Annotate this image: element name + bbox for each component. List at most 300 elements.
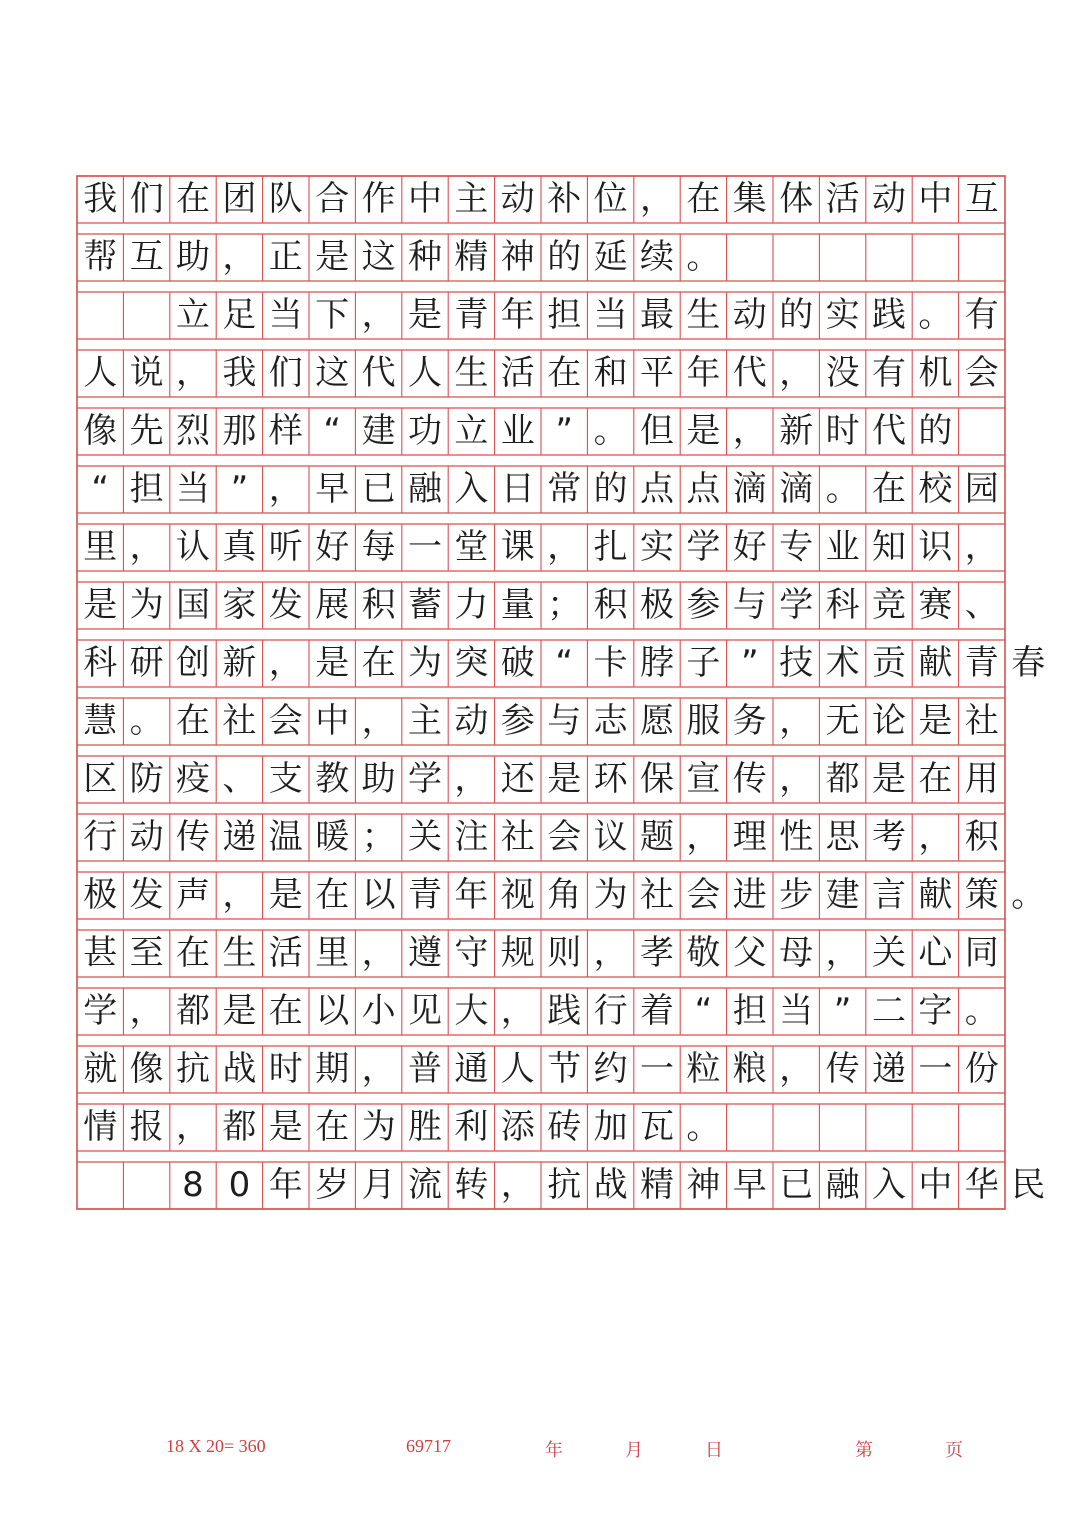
footer-code: 69717 [406, 1436, 451, 1456]
handwritten-char: 课 [500, 527, 535, 567]
handwritten-char: 步 [779, 875, 814, 915]
handwritten-char: 人 [408, 353, 442, 393]
handwritten-char: 人 [83, 353, 118, 393]
handwritten-char: 暖 [315, 817, 350, 857]
handwritten-char: 点 [686, 469, 721, 509]
handwritten-char: 的 [779, 295, 814, 335]
handwritten-char: 温 [268, 817, 303, 857]
handwritten-char: 那 [222, 411, 257, 451]
handwritten-char: 续 [640, 237, 674, 277]
footer-capacity: 18 X 20= 360 [166, 1436, 266, 1456]
handwritten-char: 作 [361, 179, 396, 219]
handwritten-char: 动 [872, 179, 906, 219]
footer-day-label: 日 [705, 1440, 723, 1460]
handwritten-char: 添 [500, 1107, 535, 1147]
handwritten-char: ， [779, 701, 814, 741]
handwritten-char: 流 [408, 1165, 442, 1205]
handwritten-char: 脖 [640, 643, 674, 683]
handwritten-char: 入 [454, 469, 489, 509]
handwritten-char: 慧 [83, 701, 118, 741]
handwritten-char: 位 [593, 179, 628, 219]
handwritten-char: 赛 [918, 585, 953, 625]
handwritten-char: 平 [640, 353, 674, 393]
handwritten-char: 。 [593, 411, 628, 451]
handwritten-char: 活 [268, 933, 303, 973]
handwritten-char: 砖 [547, 1107, 582, 1147]
handwritten-char: 二 [872, 991, 906, 1031]
handwritten-char: 是 [222, 991, 257, 1031]
handwritten-char: 社 [500, 817, 535, 857]
handwritten-char: 为 [129, 585, 164, 625]
handwritten-char: ， [779, 759, 814, 799]
handwritten-char: 、 [222, 759, 257, 799]
handwritten-char: 体 [779, 179, 814, 219]
handwritten-char: 当 [779, 991, 814, 1031]
handwritten-char: 0 [228, 1165, 251, 1205]
handwritten-char: 在 [176, 179, 210, 219]
handwritten-char: 服 [686, 701, 721, 741]
handwritten-char: 份 [964, 1049, 999, 1089]
handwritten-char: 至 [129, 933, 164, 973]
handwritten-char: ” [555, 411, 573, 451]
handwritten-char: 实 [640, 527, 674, 567]
handwritten-char: 子 [686, 643, 721, 683]
handwritten-char: 中 [408, 179, 442, 219]
handwritten-char: 是 [918, 701, 953, 741]
handwritten-char: 情 [83, 1107, 118, 1147]
handwritten-char: 担 [547, 295, 582, 335]
handwritten-char: 发 [268, 585, 303, 625]
handwritten-char: 环 [593, 759, 628, 799]
handwritten-char: 角 [547, 875, 582, 915]
handwritten-char: 母 [779, 933, 814, 973]
handwritten-char: 志 [593, 701, 628, 741]
handwritten-char: 青 [408, 875, 442, 915]
handwritten-char: 议 [593, 817, 628, 857]
handwritten-char: 支 [268, 759, 303, 799]
handwritten-char: ， [547, 527, 582, 567]
handwritten-char: 代 [361, 353, 396, 393]
handwritten-char: ， [500, 991, 535, 1031]
handwritten-char: 样 [268, 411, 303, 451]
handwritten-char: 精 [454, 237, 489, 277]
handwritten-char [123, 1162, 170, 1209]
handwritten-char: 的 [547, 237, 582, 277]
handwritten-char: 动 [454, 701, 489, 741]
handwritten-char: 甚 [83, 933, 118, 973]
handwritten-char: 一 [640, 1049, 674, 1089]
handwritten-char: 好 [315, 527, 350, 567]
handwritten-char: 青 [454, 295, 489, 335]
handwritten-char: 这 [361, 237, 396, 277]
handwritten-char: 学 [779, 585, 814, 625]
handwritten-char: ， [361, 295, 396, 335]
handwritten-char: ， [129, 991, 164, 1031]
handwritten-char: 补 [547, 179, 582, 219]
handwritten-char: 通 [454, 1049, 489, 1089]
handwritten-char: 校 [918, 469, 953, 509]
handwritten-char: 机 [918, 353, 953, 393]
handwritten-char: 务 [732, 701, 767, 741]
handwritten-char: 园 [964, 469, 999, 509]
handwritten-char: 动 [732, 295, 767, 335]
footer-page-prefix: 第 [855, 1440, 873, 1460]
handwritten-char: 像 [83, 411, 118, 451]
handwritten-char: 量 [500, 585, 535, 625]
handwritten-char: 滴 [779, 469, 814, 509]
handwritten-char: 以 [361, 875, 396, 915]
handwritten-char: 普 [408, 1049, 442, 1089]
handwritten-char: 担 [129, 469, 164, 509]
handwritten-char: 传 [176, 817, 210, 857]
handwritten-char: 、 [964, 585, 999, 625]
handwritten-char: 在 [361, 643, 396, 683]
handwritten-char: ” [833, 991, 852, 1031]
handwritten-char: 但 [640, 411, 674, 451]
handwritten-char: 月 [361, 1165, 396, 1205]
handwritten-char: 在 [176, 933, 210, 973]
handwritten-char: 就 [83, 1049, 118, 1089]
handwritten-char: 抗 [547, 1165, 582, 1205]
handwritten-char: 。 [686, 1107, 721, 1147]
handwritten-char: 是 [686, 411, 721, 451]
handwritten-char: 大 [454, 991, 489, 1031]
handwritten-char: 在 [315, 875, 350, 915]
handwritten-char: 言 [872, 875, 906, 915]
handwritten-char: 行 [593, 991, 628, 1031]
handwritten-char: 同 [964, 933, 999, 973]
handwritten-char: 在 [268, 991, 303, 1031]
handwritten-char: 竞 [872, 585, 906, 625]
handwritten-char: 加 [593, 1107, 628, 1147]
handwritten-char: 生 [454, 353, 489, 393]
handwritten-char: 献 [918, 643, 953, 683]
handwritten-char: 节 [547, 1049, 582, 1089]
handwritten-char: 合 [315, 179, 350, 219]
handwritten-char: 业 [825, 527, 860, 567]
handwritten-char: 粒 [686, 1049, 721, 1089]
handwritten-char: 融 [825, 1165, 860, 1205]
handwritten-char: 社 [640, 875, 674, 915]
handwritten-char: 主 [408, 701, 442, 741]
handwritten-char: 科 [825, 585, 860, 625]
handwritten-char: 年 [268, 1165, 303, 1205]
handwritten-char: 战 [593, 1165, 628, 1205]
handwritten-char: 建 [825, 875, 860, 915]
handwritten-char: 代 [732, 353, 767, 393]
handwritten-char: 在 [547, 353, 582, 393]
handwritten-char: 是 [268, 875, 303, 915]
handwritten-char: 疫 [176, 759, 210, 799]
handwritten-char: 已 [779, 1165, 814, 1205]
handwritten-char: 在 [176, 701, 210, 741]
handwritten-char: 献 [918, 875, 953, 915]
handwritten-char: 担 [732, 991, 767, 1031]
handwritten-char [123, 292, 170, 339]
handwritten-char: ， [176, 353, 210, 393]
handwritten-char: 新 [779, 411, 814, 451]
handwritten-char: 早 [732, 1165, 767, 1205]
handwritten-char: 烈 [176, 411, 210, 451]
handwritten-char: 。 [964, 991, 999, 1031]
handwritten-char: 年 [500, 295, 535, 335]
footer-year-label: 年 [545, 1440, 563, 1460]
handwritten-char: 功 [408, 411, 442, 451]
handwritten-char: 互 [964, 179, 999, 219]
handwritten-char: 队 [268, 179, 303, 219]
handwritten-char: 识 [918, 527, 953, 567]
handwritten-char: 立 [176, 295, 210, 335]
handwritten-char: 转 [454, 1165, 489, 1205]
handwritten-char: 听 [268, 527, 303, 567]
handwritten-char: 战 [222, 1049, 257, 1089]
handwritten-char: 活 [825, 179, 860, 219]
handwritten-char: 见 [408, 991, 442, 1031]
handwritten-char: 社 [964, 701, 999, 741]
handwritten-char: 都 [825, 759, 860, 799]
handwritten-char: 为 [593, 875, 628, 915]
handwritten-char: 极 [640, 585, 674, 625]
handwritten-char: 助 [176, 237, 210, 277]
handwritten-char: 日 [500, 469, 535, 509]
handwritten-char: 利 [454, 1107, 489, 1147]
handwritten-char: 像 [129, 1049, 164, 1089]
handwritten-char: 生 [686, 295, 721, 335]
handwritten-char: 注 [454, 817, 489, 857]
handwritten-char: 报 [129, 1107, 164, 1147]
handwritten-char: 神 [686, 1165, 721, 1205]
handwritten-char [77, 292, 124, 339]
handwritten-char: 区 [83, 759, 118, 799]
handwritten-char: 关 [872, 933, 906, 973]
handwritten-char: 们 [129, 179, 164, 219]
handwritten-char: ” [740, 643, 759, 683]
handwritten-char: 着 [640, 991, 674, 1031]
handwritten-char: 的 [593, 469, 628, 509]
handwritten-char: 都 [176, 991, 210, 1031]
handwritten-char: 新 [222, 643, 257, 683]
handwritten-char: 种 [408, 237, 442, 277]
handwritten-char: 都 [222, 1107, 257, 1147]
handwritten-char: 在 [315, 1107, 350, 1147]
handwritten-char: 是 [315, 237, 350, 277]
handwritten-char: 入 [872, 1165, 906, 1205]
handwritten-char: 春 [1011, 643, 1046, 683]
handwritten-char: 期 [315, 1049, 350, 1089]
handwritten-char: 帮 [83, 237, 118, 277]
handwritten-char: 教 [315, 759, 350, 799]
handwritten-char: 点 [640, 469, 674, 509]
handwritten-char: 一 [918, 1049, 953, 1089]
handwritten-char: 早 [315, 469, 350, 509]
handwritten-char: 生 [222, 933, 257, 973]
handwritten-char: 保 [640, 759, 674, 799]
handwritten-char: 延 [593, 237, 628, 277]
handwritten-char: 行 [83, 817, 118, 857]
handwritten-char: 力 [454, 585, 489, 625]
handwritten-char: 助 [361, 759, 396, 799]
handwritten-char: 好 [732, 527, 767, 567]
handwritten-char: 。 [825, 469, 860, 509]
handwritten-char: 一 [408, 527, 442, 567]
handwritten-char: 会 [686, 875, 721, 915]
handwritten-char: 这 [315, 353, 350, 393]
handwritten-char: “ [694, 991, 713, 1031]
handwritten-char: 扎 [593, 527, 628, 567]
handwritten-char: 业 [500, 411, 535, 451]
handwritten-char: 研 [129, 643, 164, 683]
handwritten-char: ， [686, 817, 721, 857]
handwritten-char: 践 [547, 991, 582, 1031]
handwritten-char: 敬 [686, 933, 721, 973]
handwritten-char: 则 [547, 933, 582, 973]
handwritten-char: 代 [872, 411, 906, 451]
handwritten-char: 每 [361, 527, 396, 567]
handwritten-char: 科 [83, 643, 118, 683]
handwritten-char: 足 [222, 295, 257, 335]
handwritten-char: 。 [918, 295, 953, 335]
handwritten-char: 规 [500, 933, 535, 973]
handwritten-char: 孝 [640, 933, 674, 973]
handwritten-char: 主 [454, 179, 489, 219]
handwritten-char: 极 [83, 875, 118, 915]
handwritten-char: 以 [315, 991, 350, 1031]
handwritten-char: 建 [361, 411, 396, 451]
handwritten-char: 华 [964, 1165, 999, 1205]
handwritten-char: 践 [872, 295, 906, 335]
handwritten-char: 滴 [732, 469, 767, 509]
handwritten-char: 愿 [640, 701, 674, 741]
handwritten-char: 社 [222, 701, 257, 741]
handwritten-char: 。 [129, 701, 164, 741]
handwritten-char: 在 [686, 179, 721, 219]
handwritten-char: 人 [500, 1049, 535, 1089]
handwritten-char: 进 [732, 875, 767, 915]
handwritten-char: 贡 [872, 643, 906, 683]
handwritten-char: 会 [547, 817, 582, 857]
handwritten-char: 有 [964, 295, 999, 335]
handwritten-char: 有 [872, 353, 906, 393]
handwritten-char: 小 [361, 991, 396, 1031]
handwritten-char: 时 [825, 411, 860, 451]
handwritten-char: 正 [268, 237, 303, 277]
handwritten-char: 动 [129, 817, 164, 857]
handwritten-char: “ [323, 411, 341, 451]
handwritten-char: 遵 [408, 933, 442, 973]
handwritten-char: 为 [408, 643, 442, 683]
handwritten-char: 家 [222, 585, 257, 625]
handwritten-char: 心 [918, 933, 953, 973]
handwritten-char: 无 [825, 701, 860, 741]
handwritten-char: 传 [825, 1049, 860, 1089]
handwritten-char: ， [593, 933, 628, 973]
handwritten-char: 学 [686, 527, 721, 567]
handwritten-char: ， [779, 353, 814, 393]
handwritten-char: 策 [964, 875, 999, 915]
handwritten-char: ， [732, 411, 767, 451]
handwritten-char: ， [825, 933, 860, 973]
handwritten-char: 为 [361, 1107, 396, 1147]
handwritten-char: 递 [222, 817, 257, 857]
handwritten-char: 卡 [593, 643, 628, 683]
handwritten-char: 突 [454, 643, 489, 683]
handwritten-char: ， [361, 701, 396, 741]
handwritten-char: 时 [268, 1049, 303, 1089]
handwritten-char: 中 [918, 179, 953, 219]
handwritten-char: 融 [408, 469, 442, 509]
handwritten-char: 当 [176, 469, 210, 509]
handwritten-char: 字 [918, 991, 953, 1031]
handwritten-char: 最 [640, 295, 674, 335]
handwritten-char: 粮 [732, 1049, 767, 1089]
handwritten-char: 是 [268, 1107, 303, 1147]
handwritten-char: 用 [964, 759, 999, 799]
handwritten-char: 是 [408, 295, 442, 335]
handwritten-char: 真 [222, 527, 257, 567]
handwritten-char: 技 [779, 643, 814, 683]
handwritten-char: 常 [547, 469, 582, 509]
handwritten-char: 会 [964, 353, 999, 393]
handwritten-char: ， [129, 527, 164, 567]
handwritten-char: 活 [500, 353, 535, 393]
handwritten-char: 积 [361, 585, 396, 625]
handwritten-char: 会 [268, 701, 303, 741]
handwritten-char: 是 [315, 643, 350, 683]
handwritten-char: 年 [686, 353, 721, 393]
handwritten-char: 神 [500, 237, 535, 277]
handwritten-char: 和 [593, 353, 628, 393]
handwritten-char: 参 [500, 701, 535, 741]
handwritten-char: 精 [640, 1165, 674, 1205]
handwritten-char: 论 [872, 701, 906, 741]
handwritten-char: 当 [593, 295, 628, 335]
handwritten-char: 我 [222, 353, 257, 393]
handwritten-char: 我 [83, 179, 118, 219]
handwritten-char: “ [91, 469, 109, 509]
handwritten-char: 破 [500, 643, 535, 683]
handwritten-char: 专 [779, 527, 814, 567]
handwritten-char: 集 [732, 179, 767, 219]
handwritten-char: ， [268, 469, 303, 509]
handwritten-char: 性 [779, 817, 814, 857]
handwritten-char: 胜 [408, 1107, 442, 1147]
handwritten-char: ， [454, 759, 489, 799]
handwritten-char: 实 [825, 295, 860, 335]
handwritten-char: 学 [83, 991, 118, 1031]
handwritten-char: 是 [547, 759, 582, 799]
handwritten-char: 年 [454, 875, 489, 915]
handwritten-char: 中 [918, 1165, 953, 1205]
handwritten-char: 是 [83, 585, 118, 625]
handwritten-char: 。 [1011, 875, 1046, 915]
handwritten-char: 已 [361, 469, 396, 509]
handwritten-char: 发 [129, 875, 164, 915]
handwritten-char: 团 [222, 179, 257, 219]
handwritten-char: 的 [918, 411, 953, 451]
handwritten-char: 说 [129, 353, 164, 393]
handwritten-char: 青 [964, 643, 999, 683]
handwritten-char: ” [230, 469, 249, 509]
handwritten-char: 们 [268, 353, 303, 393]
handwritten-char: 传 [732, 759, 767, 799]
handwritten-char: ； [361, 817, 396, 857]
handwritten-char: 先 [129, 411, 164, 451]
handwritten-char: 当 [268, 295, 303, 335]
handwritten-char: 认 [176, 527, 210, 567]
handwritten-char: 蓄 [408, 585, 442, 625]
handwritten-char: 术 [825, 643, 860, 683]
handwritten-char: 是 [872, 759, 906, 799]
